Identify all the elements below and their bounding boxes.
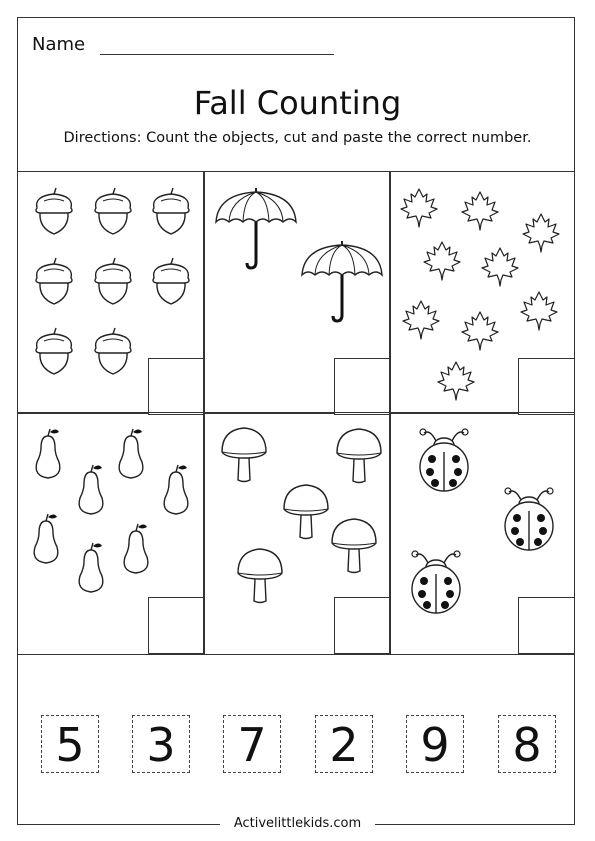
answer-box[interactable] xyxy=(148,597,205,654)
worksheet-title: Fall Counting xyxy=(193,84,402,122)
maple-leaf-icon xyxy=(462,192,498,230)
maple-leaf-icon xyxy=(401,189,437,227)
pear-icon xyxy=(119,429,143,478)
pear-icon xyxy=(124,524,148,573)
name-input-line[interactable] xyxy=(100,54,334,55)
number-card[interactable]: 7 xyxy=(223,715,281,773)
mushroom-icon xyxy=(284,485,328,539)
mushroom-icon xyxy=(222,428,266,482)
answer-box[interactable] xyxy=(334,597,391,654)
acorn-icon xyxy=(95,328,131,374)
number-card[interactable]: 3 xyxy=(132,715,190,773)
answer-box[interactable] xyxy=(148,358,205,415)
pear-cell xyxy=(17,412,205,655)
footer-website-label: Activelittlekids.com xyxy=(220,816,375,831)
directions-text: Directions: Count the objects, cut and paste the correct number. xyxy=(63,130,532,146)
pear-icon xyxy=(79,465,103,514)
answer-box[interactable] xyxy=(518,597,575,654)
pear-icon xyxy=(34,514,58,563)
mushroom-cell xyxy=(203,412,391,655)
umbrella-cell xyxy=(203,171,391,414)
acorn-icon xyxy=(36,258,72,304)
ladybug-cell xyxy=(389,412,575,655)
number-card[interactable]: 5 xyxy=(41,715,99,773)
maple-leaf-icon xyxy=(438,362,474,400)
maple-leaf-icon xyxy=(403,301,439,339)
number-card[interactable]: 9 xyxy=(406,715,464,773)
mushroom-icon xyxy=(238,549,282,603)
footer-website xyxy=(0,816,595,831)
acorn-icon xyxy=(153,188,189,234)
answer-box[interactable] xyxy=(518,358,575,415)
mushroom-icon xyxy=(337,429,381,483)
mushroom-icon xyxy=(332,519,376,573)
pear-icon xyxy=(164,465,188,514)
maple-leaf-icon xyxy=(424,242,460,280)
counting-grid xyxy=(17,171,575,655)
number-cards-row xyxy=(17,700,575,790)
umbrella-icon xyxy=(302,241,382,321)
maple-leaf-cell xyxy=(389,171,575,414)
acorn-icon xyxy=(36,188,72,234)
pear-icon xyxy=(36,429,60,478)
acorn-icon xyxy=(36,328,72,374)
number-card[interactable]: 8 xyxy=(498,715,556,773)
maple-leaf-icon xyxy=(523,214,559,252)
name-label: Name xyxy=(32,34,86,55)
maple-leaf-icon xyxy=(521,292,557,330)
acorn-icon xyxy=(153,258,189,304)
ladybug-icon xyxy=(412,551,460,613)
umbrella-icon xyxy=(216,188,296,268)
ladybug-icon xyxy=(420,429,468,491)
answer-box[interactable] xyxy=(334,358,391,415)
number-card[interactable]: 2 xyxy=(315,715,373,773)
ladybug-icon xyxy=(505,488,553,550)
acorn-icon xyxy=(95,258,131,304)
maple-leaf-icon xyxy=(462,312,498,350)
acorn-cell xyxy=(17,171,205,414)
acorn-icon xyxy=(95,188,131,234)
pear-icon xyxy=(79,543,103,592)
maple-leaf-icon xyxy=(482,248,518,286)
